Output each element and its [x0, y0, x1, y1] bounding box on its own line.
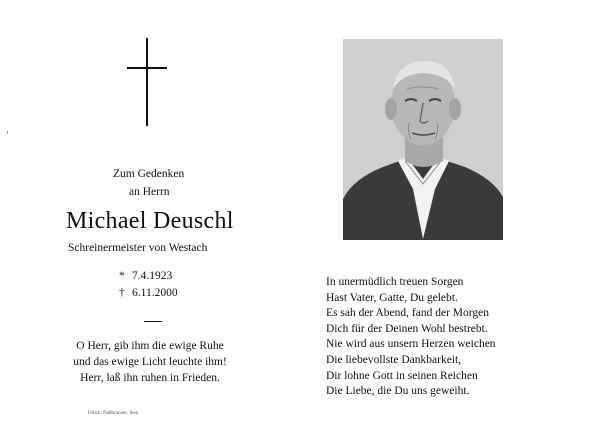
- prayer-line-2: und das ewige Licht leuchte ihm!: [73, 356, 227, 368]
- portrait-photo: [343, 39, 503, 240]
- scan-mark: [7, 131, 8, 134]
- poem-line-1: In unermüdlich treuen Sorgen: [326, 276, 464, 288]
- printer-credit: Druck: Naßbrunner, Inen: [88, 411, 139, 416]
- cross-icon: [127, 38, 167, 126]
- poem-line-7: Dir lohne Gott in seinen Reichen: [326, 369, 478, 382]
- birth-date: 7.4.1923: [132, 270, 173, 282]
- prayer-line-1: O Herr, gib ihm die ewige Ruhe: [76, 340, 224, 352]
- birth-symbol: *: [119, 270, 125, 282]
- deceased-name: Michael Deuschl: [66, 208, 234, 234]
- poem: [326, 275, 496, 400]
- poem-line-6: Die liebevollste Dankbarkeit,: [326, 353, 462, 366]
- death-date: 6.11.2000: [132, 287, 178, 299]
- occupation: Schreinermeister von Westach: [68, 242, 208, 254]
- left-panel: [30, 0, 270, 428]
- poem-line-4: Dich für der Deinen Wohl bestrebt.: [326, 322, 488, 335]
- intro-line-1: Zum Gedenken: [113, 168, 185, 180]
- poem-line-5: Nie wird aus unsern Herzen weichen: [326, 338, 496, 351]
- poem-line-2: Hast Vater, Gatte, Du gelebt.: [326, 291, 458, 304]
- intro-line-2: an Herrn: [129, 186, 170, 198]
- death-symbol: †: [119, 287, 125, 299]
- poem-line-3: Es sah der Abend, fand der Morgen: [326, 307, 489, 320]
- prayer-line-3: Herr, laß ihn ruhen in Frieden.: [80, 372, 220, 384]
- poem-line-8: Die Liebe, die Du uns geweiht.: [326, 385, 470, 398]
- divider: [144, 321, 162, 322]
